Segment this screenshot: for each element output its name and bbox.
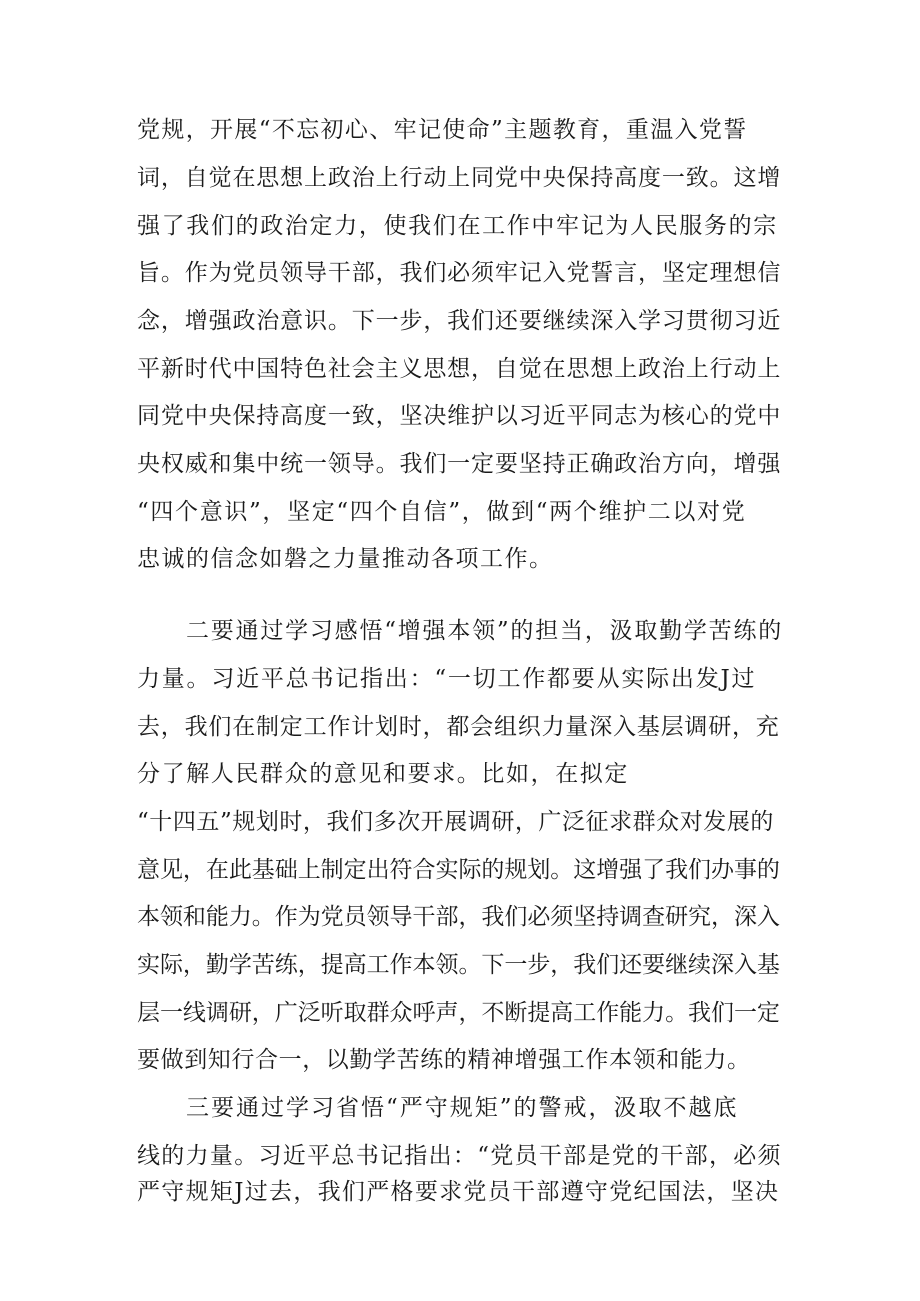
text-line: 党规，开展“不忘初心、牢记使命”主题教育，重温入党誓: [137, 117, 748, 143]
text-line: 去，我们在制定工作计划时，都会组织力量深入基层调研，充: [137, 714, 780, 740]
text-line: 要做到知行合一，以勤学苦练的精神增强工作本领和能力。: [137, 1047, 751, 1073]
text-line: 念，增强政治意识。下一步，我们还要继续深入学习贯彻习近: [137, 308, 782, 334]
text-line: 层一线调研，广泛听取群众呼声，不断提高工作能力。我们一定: [137, 1000, 780, 1026]
text-line: “十四五”规划时，我们多次开展调研，广泛征求群众对发展的: [137, 809, 774, 835]
text-line: 二要通过学习感悟“增强本领”的担当，汲取勤学苦练的: [186, 618, 784, 644]
text-line: 三要通过学习省悟“严守规矩”的警戒，汲取不越底: [186, 1095, 739, 1121]
text-line: 忠诚的信念如磐之力量推动各项工作。: [137, 546, 554, 572]
text-line: 词，自觉在思想上政治上行动上同党中央保持高度一致。这增: [137, 165, 782, 191]
text-line: 实际，勤学苦练，提高工作本领。下一步，我们还要继续深入基: [137, 952, 780, 978]
text-line: 平新时代中国特色社会主义思想，自觉在思想上政治上行动上: [137, 356, 782, 382]
text-line: “四个意识”，坚定“四个自信”，做到“两个维护二以对党: [137, 499, 747, 525]
text-line: 央权威和集中统一领导。我们一定要坚持正确政治方向，增强: [137, 451, 782, 477]
text-line: 分了解人民群众的意见和要求。比如，在拟定: [137, 761, 629, 787]
text-line: 意见，在此基础上制定出符合实际的规划。这增强了我们办事的: [137, 857, 780, 883]
text-line: 力量。习近平总书记指出：“一切工作都要从实际出发J过: [137, 666, 757, 692]
text-line: 强了我们的政治定力，使我们在工作中牢记为人民服务的宗: [137, 213, 778, 239]
text-line: 旨。作为党员领导干部，我们必须牢记入党誓言，坚定理想信: [137, 260, 782, 286]
text-line: 线的力量。习近平总书记指出：“党员干部是党的干部，必须: [137, 1143, 782, 1169]
text-line: 同党中央保持高度一致，坚决维护以习近平同志为核心的党中: [137, 403, 782, 429]
text-line: 严守规矩J过去，我们严格要求党员干部遵守党纪国法，坚决: [137, 1179, 780, 1205]
text-line: 本领和能力。作为党员领导干部，我们必须坚持调查研究，深入: [137, 904, 780, 930]
